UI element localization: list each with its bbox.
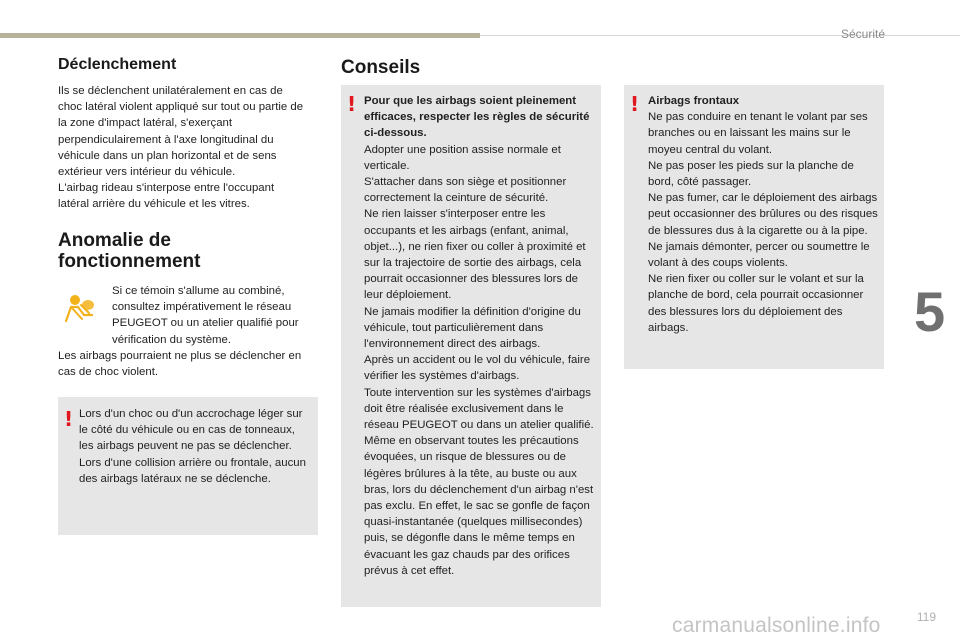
warning-icon: ! (64, 407, 74, 431)
page-number: 119 (916, 610, 936, 624)
airbag-warning-lamp-icon (62, 293, 98, 323)
frontal-body: Ne pas conduire en tenant le volant par ses branches ou en laissant les mains sur le moyeu central du volant. Ne pas poser les pieds sur la planche de bord, côté passager. Ne pas fumer, car le déploiement des airbags peut occasionner des brûlures ou des risques de blessures dus à la cigarette ou à la pipe. Ne jamais démonter, percer ou soumettre le volant à des coups violents. Ne rien fixer ou coller sur le volant et sur la planche de bord, cela pourrait occasionner des blessures lors du déploiement des airbags. (648, 111, 878, 334)
advice-body: Adopter une position assise normale et verticale. S'attacher dans son siège et positionner correctement la ceinture de sécurité. Ne rien laisser s'interposer entre les occupants et les airbags (enfant, animal, objet...), ne rien fixer ou coller à proximité et sur la trajectoire de sortie des airbags, cela pourrait occasionner des blessures lors de leur déploiement. Ne jamais modifier la définition d'origine du véhicule, tout particulièrement dans l'environnement direct des airbags. Après un accident ou le vol du véhicule, faire vérifier les systèmes d'airbags. Toute intervention sur les systèmes d'airbags doit être réalisée exclusivement dans le réseau PEUGEOT ou dans un atelier qualifié. Même en observant toutes les précautions évoquées, un risque de blessures ou de légères brûlures à la tête, au buste ou aux bras, lors du déclenchement d'un airbag n'est pas exclu. En effet, le sac se gonfle de façon quasi-instantanée (quelques millisecondes) puis, se dégonfle dans le même temps en évacuant les gaz chauds par des orifices prévus à cet effet. (364, 143, 594, 577)
warning-icon: ! (347, 92, 357, 116)
header-rule-grey (480, 35, 960, 36)
warning-side-box (58, 397, 318, 535)
fault-lamp-row (58, 283, 318, 345)
frontal-text (648, 93, 880, 336)
warning-icon: ! (630, 92, 640, 116)
fault-lamp-text: Si ce témoin s'allume au combiné, consultez impérativement le réseau PEUGEOT ou un atelier qualifié pour vérification du système. (112, 285, 299, 346)
advice-text (364, 93, 598, 579)
warning-side-text: Lors d'un choc ou d'un accrochage léger sur le côté du véhicule ou en cas de tonneaux, les airbags peuvent ne pas se déclencher. Lors d'une collision arrière ou frontale, aucun des airbags latéraux ne se déclenche. (79, 408, 306, 485)
frontal-airbags-box (624, 85, 884, 369)
advice-box (341, 85, 601, 607)
header-rule (0, 33, 480, 38)
advice-lead: Pour que les airbags soient pleinement efficaces, respecter les règles de sécurité ci-dessous. (364, 95, 590, 140)
chapter-number: 5 (914, 280, 946, 343)
section-title: Sécurité (840, 27, 885, 41)
heading-fault: Anomalie de fonctionnement (58, 230, 201, 272)
heading-deploy: Déclenchement (58, 56, 177, 73)
frontal-lead: Airbags frontaux (648, 95, 740, 107)
watermark: carmanualsonline.info (672, 614, 881, 637)
deploy-text: Ils se déclenchent unilatéralement en cas de choc latéral violent appliqué sur tout ou partie de la zone d'impact latéral, s'exerçant perpendiculairement à l'axe longitudinal du véhicule dans un plan horizontal et de sens extérieur vers intérieur du véhicule. L'airbag rideau s'interpose entre l'occupant latéral arrière du véhicule et les vitres. (58, 85, 304, 211)
heading-advice: Conseils (341, 57, 421, 78)
chapter-tab (910, 262, 960, 362)
fault-no-deploy-text: Les airbags pourraient ne plus se déclencher en cas de choc violent. (58, 350, 302, 379)
